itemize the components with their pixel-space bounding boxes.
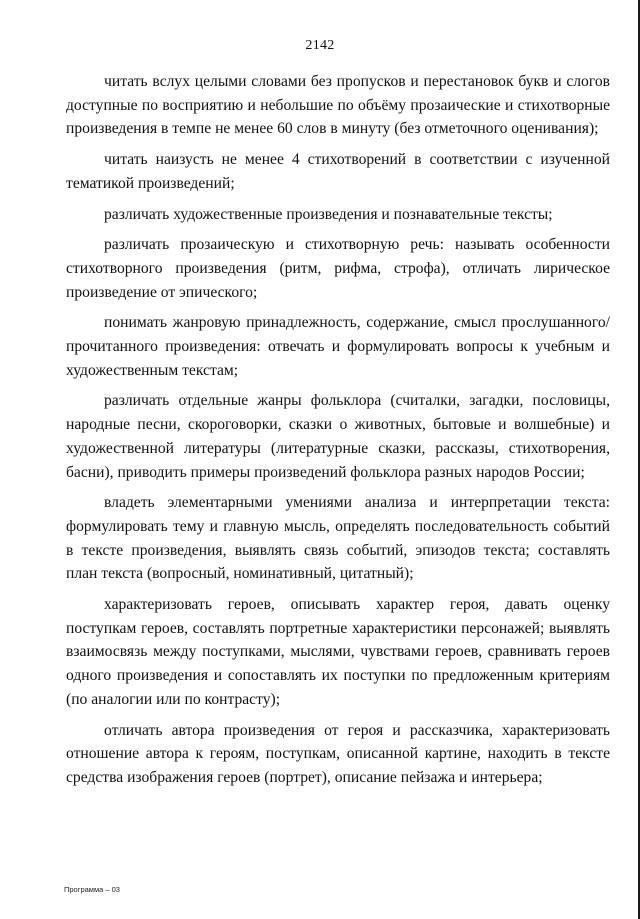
paragraph-9: отличать автора произведения от героя и рассказчика, характеризовать отношение автора к героям, поступкам, описанной картине, находить в тексте средства изображения героев (портрет), описание пейзажа и интерьера; (66, 721, 610, 786)
paragraph-3: различать художественные произведения и познавательные тексты; (104, 205, 553, 223)
document-body (66, 70, 610, 797)
paragraph-5: понимать жанровую принадлежность, содержание, смысл прослушанного/прочитанного произведения: отвечать и формулировать вопросы к учебным и художественным текстам; (66, 314, 610, 379)
paragraph-7: владеть элементарными умениями анализа и интерпретации текста: формулировать тему и главную мысль, определять последовательность событий в тексте произведения, выявлять связь событий, эпизодов текста; составлять план текста (вопросный, номинативный, цитатный); (66, 494, 610, 583)
paragraph-4: различать прозаическую и стихотворную речь: называть особенности стихотворного произведения (ритм, рифма, строфа), отличать лирическое произведение от эпического; (66, 236, 610, 301)
paragraph-2: читать наизусть не менее 4 стихотворений в соответствии с изученной тематикой произведений; (66, 151, 610, 192)
paragraph-8: характеризовать героев, описывать характер героя, давать оценку поступкам героев, составлять портретные характеристики персонажей; выявлять взаимосвязь между поступками, мыслями, чувствами героев, сравнивать героев одного произведения и сопоставлять их поступки по предложенным критериям (по аналогии или по контрасту); (66, 596, 610, 708)
footer-program-label: Программа – 03 (64, 885, 120, 894)
paragraph-6: различать отдельные жанры фольклора (считалки, загадки, пословицы, народные песни, скороговорки, сказки о животных, бытовые и волшебные) и художественной литературы (литературные сказки, рассказы, стихотворения, басни), приводить примеры произведений фольклора разных народов России; (66, 392, 610, 481)
page-number: 2142 (305, 38, 335, 53)
paragraph-1: читать вслух целыми словами без пропусков и перестановок букв и слогов доступные по восприятию и небольшие по объёму прозаические и стихотворные произведения в темпе не менее 60 слов в минуту (без отметочного оценивания); (66, 73, 610, 138)
